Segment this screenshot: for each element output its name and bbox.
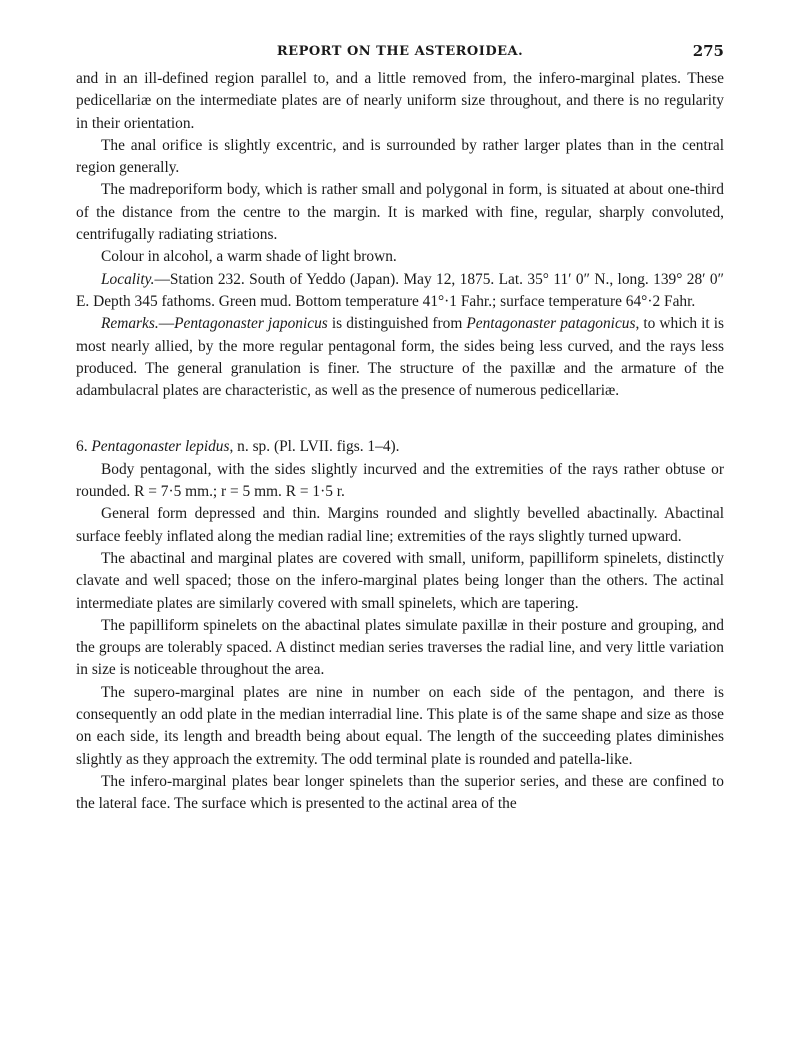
- section-heading: [76, 436, 724, 458]
- locality-label: Locality.: [101, 270, 155, 288]
- paragraph-remarks: [76, 313, 724, 402]
- remarks-text-b: , to which it is most nearly allied, by the more regular pentagonal form, the sides being less curved, and the rays less produced. The general granulation is finer. The structure of the paxillæ and the armature of the adambulacral plates are characteristic, as well as the presence of numerous pedicellariæ.: [76, 315, 725, 400]
- paragraph-body-form: Body pentagonal, with the sides slightly incurved and the extremities of the rays rather obtuse or rounded. R = 7·5 mm.; r = 5 mm. R = 1·5 r.: [76, 460, 724, 501]
- section-number: 6.: [76, 438, 88, 456]
- remarks-label: Remarks.: [101, 315, 159, 333]
- paragraph-infero-marginal: The infero-marginal plates bear longer spinelets than the superior series, and these are confined to the lateral face. The surface which is presented to the actinal area of the: [76, 772, 724, 813]
- running-title: REPORT ON THE ASTEROIDEA.: [276, 44, 524, 59]
- section-species: Pentagonaster lepidus: [91, 438, 230, 456]
- locality-text: —Station 232. South of Yeddo (Japan). May 12, 1875. Lat. 35° 11′ 0″ N., long. 139° 28′ 0″ E. Depth 345 fathoms. Green mud. Bottom temperature 41°·1 Fahr.; surface temperature 64°·2 Fahr.: [76, 270, 724, 310]
- section-rest: , n. sp. (Pl. LVII. figs. 1–4).: [229, 438, 400, 456]
- section-spacer: [76, 402, 724, 436]
- paragraph-supero-marginal: The supero-marginal plates are nine in number on each side of the pentagon, and there is consequently an odd plate in the median interradial line. This plate is of the same shape and size as those on each side, its length and breadth being about equal. The length of the succeeding plates diminishes slightly as they approach the extremity. The odd terminal plate is rounded and patella-like.: [76, 683, 724, 768]
- page: [76, 38, 724, 816]
- page-number: 275: [692, 42, 724, 60]
- body-text: [76, 68, 724, 816]
- paragraph-general-form: General form depressed and thin. Margins rounded and slightly bevelled abactinally. Abactinal surface feebly inflated along the median radial line; extremities of the rays slightly turned upward.: [76, 505, 724, 545]
- paragraph-anal-orifice: The anal orifice is slightly excentric, and is surrounded by rather larger plates than in the central region generally.: [76, 136, 724, 177]
- paragraph-continuation: and in an ill-defined region parallel to, and a little removed from, the infero-marginal plates. These pedicellariæ on the intermediate plates are of nearly uniform size throughout, and there is no regularity in their orientation.: [76, 70, 724, 132]
- paragraph-plates-covering: The abactinal and marginal plates are covered with small, uniform, papilliform spinelets, distinctly clavate and well spaced; those on the infero-marginal plates being longer than the others. The actinal intermediate plates are similarly covered with small spinelets, which are tapering.: [76, 549, 724, 612]
- paragraph-papilliform-spinelets: The papilliform spinelets on the abactinal plates simulate paxillæ in their posture and grouping, and the groups are tolerably spaced. A distinct median series traverses the radial line, and very little variation in size is noticeable throughout the area.: [76, 616, 724, 679]
- species-name-japonicus: Pentagonaster japonicus: [174, 315, 328, 333]
- page-header: [76, 38, 724, 68]
- paragraph-locality: [76, 269, 724, 314]
- remarks-dash: —: [158, 315, 175, 333]
- paragraph-colour: Colour in alcohol, a warm shade of light brown.: [101, 248, 397, 266]
- species-name-patagonicus: Pentagonaster patagonicus: [466, 315, 636, 333]
- remarks-text-a: is distinguished from: [327, 315, 467, 333]
- paragraph-madreporiform: The madreporiform body, which is rather small and polygonal in form, is situated at about one-third of the distance from the centre to the margin. It is marked with fine, regular, sharply convoluted, centrifugally radiating striations.: [76, 181, 724, 244]
